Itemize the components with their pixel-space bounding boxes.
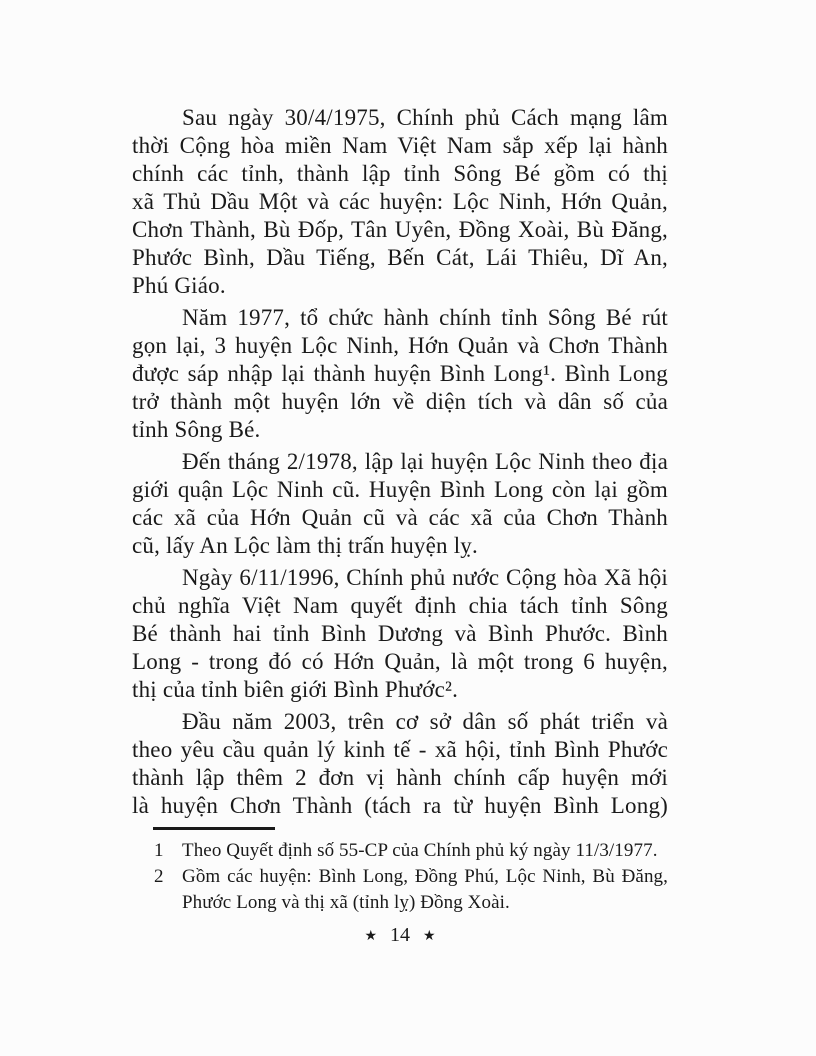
body-line: Phú Giáo. bbox=[132, 273, 226, 298]
star-icon: ★ bbox=[423, 929, 436, 944]
body-line: Năm 1977, tổ chức hành chính tỉnh Sông Bé rút bbox=[182, 305, 668, 330]
body-line: thị của tỉnh biên giới Bình Phước². bbox=[132, 677, 459, 702]
paragraph bbox=[132, 448, 668, 560]
page-footer bbox=[132, 924, 668, 947]
body-line: Đầu năm 2003, trên cơ sở dân số phát triển và bbox=[182, 709, 668, 734]
footnote-text bbox=[182, 864, 668, 916]
body-line: là huyện Chơn Thành (tách ra từ huyện Bình Long) bbox=[132, 793, 668, 818]
footnote-line: Gồm các huyện: Bình Long, Đồng Phú, Lộc Ninh, Bù Đăng, bbox=[182, 866, 668, 887]
body-line: gọn lại, 3 huyện Lộc Ninh, Hớn Quản và Chơn Thành bbox=[132, 333, 668, 358]
body-line: Đến tháng 2/1978, lập lại huyện Lộc Ninh theo địa bbox=[182, 449, 668, 474]
body-line: Long - trong đó có Hớn Quản, là một trong 6 huyện, bbox=[132, 649, 668, 674]
body-line: Sau ngày 30/4/1975, Chính phủ Cách mạng lâm bbox=[182, 105, 668, 130]
body-line: chính các tỉnh, thành lập tỉnh Sông Bé gồm có thị bbox=[132, 161, 668, 186]
paragraph bbox=[132, 564, 668, 704]
body-line: các xã của Hớn Quản cũ và các xã của Chơn Thành bbox=[132, 505, 668, 530]
body-line: trở thành một huyện lớn về diện tích và dân số của bbox=[132, 389, 668, 414]
footnote-line: Phước Long và thị xã (tỉnh lỵ) Đồng Xoài. bbox=[182, 892, 510, 913]
body-line: xã Thủ Dầu Một và các huyện: Lộc Ninh, Hớn Quản, bbox=[132, 189, 668, 214]
body-line: Ngày 6/11/1996, Chính phủ nước Cộng hòa Xã hội bbox=[182, 565, 668, 590]
footnote-text bbox=[182, 838, 668, 864]
body-line: chủ nghĩa Việt Nam quyết định chia tách tỉnh Sông bbox=[132, 593, 668, 618]
body-line: được sáp nhập lại thành huyện Bình Long¹. Bình Long bbox=[132, 361, 668, 386]
page-number: 14 bbox=[390, 924, 410, 946]
footnote-number: 2 bbox=[154, 866, 164, 887]
paragraph bbox=[132, 304, 668, 444]
body-line: thành lập thêm 2 đơn vị hành chính cấp huyện mới bbox=[132, 765, 668, 790]
footnote-number: 1 bbox=[154, 840, 164, 861]
body-line: cũ, lấy An Lộc làm thị trấn huyện lỵ. bbox=[132, 533, 478, 558]
body-line: Phước Bình, Dầu Tiếng, Bến Cát, Lái Thiêu, Dĩ An, bbox=[132, 245, 668, 270]
body-paragraphs bbox=[132, 104, 668, 820]
paragraph bbox=[132, 104, 668, 300]
body-line: Bé thành hai tỉnh Bình Dương và Bình Phước. Bình bbox=[132, 621, 668, 646]
text-block bbox=[132, 104, 668, 916]
paragraph bbox=[132, 708, 668, 820]
body-line: theo yêu cầu quản lý kinh tế - xã hội, tỉnh Bình Phước bbox=[132, 737, 668, 762]
footnote-line: Theo Quyết định số 55-CP của Chính phủ ký ngày 11/3/1977. bbox=[182, 840, 658, 861]
star-icon: ★ bbox=[364, 929, 377, 944]
footnotes bbox=[132, 838, 668, 916]
body-line: thời Cộng hòa miền Nam Việt Nam sắp xếp lại hành bbox=[132, 133, 668, 158]
footnote-separator bbox=[153, 827, 275, 830]
footnote-item bbox=[154, 864, 668, 916]
body-line: tỉnh Sông Bé. bbox=[132, 417, 261, 442]
footnote-item bbox=[154, 838, 668, 864]
body-line: Chơn Thành, Bù Đốp, Tân Uyên, Đồng Xoài, Bù Đăng, bbox=[132, 217, 668, 242]
body-line: giới quận Lộc Ninh cũ. Huyện Bình Long còn lại gồm bbox=[132, 477, 668, 502]
